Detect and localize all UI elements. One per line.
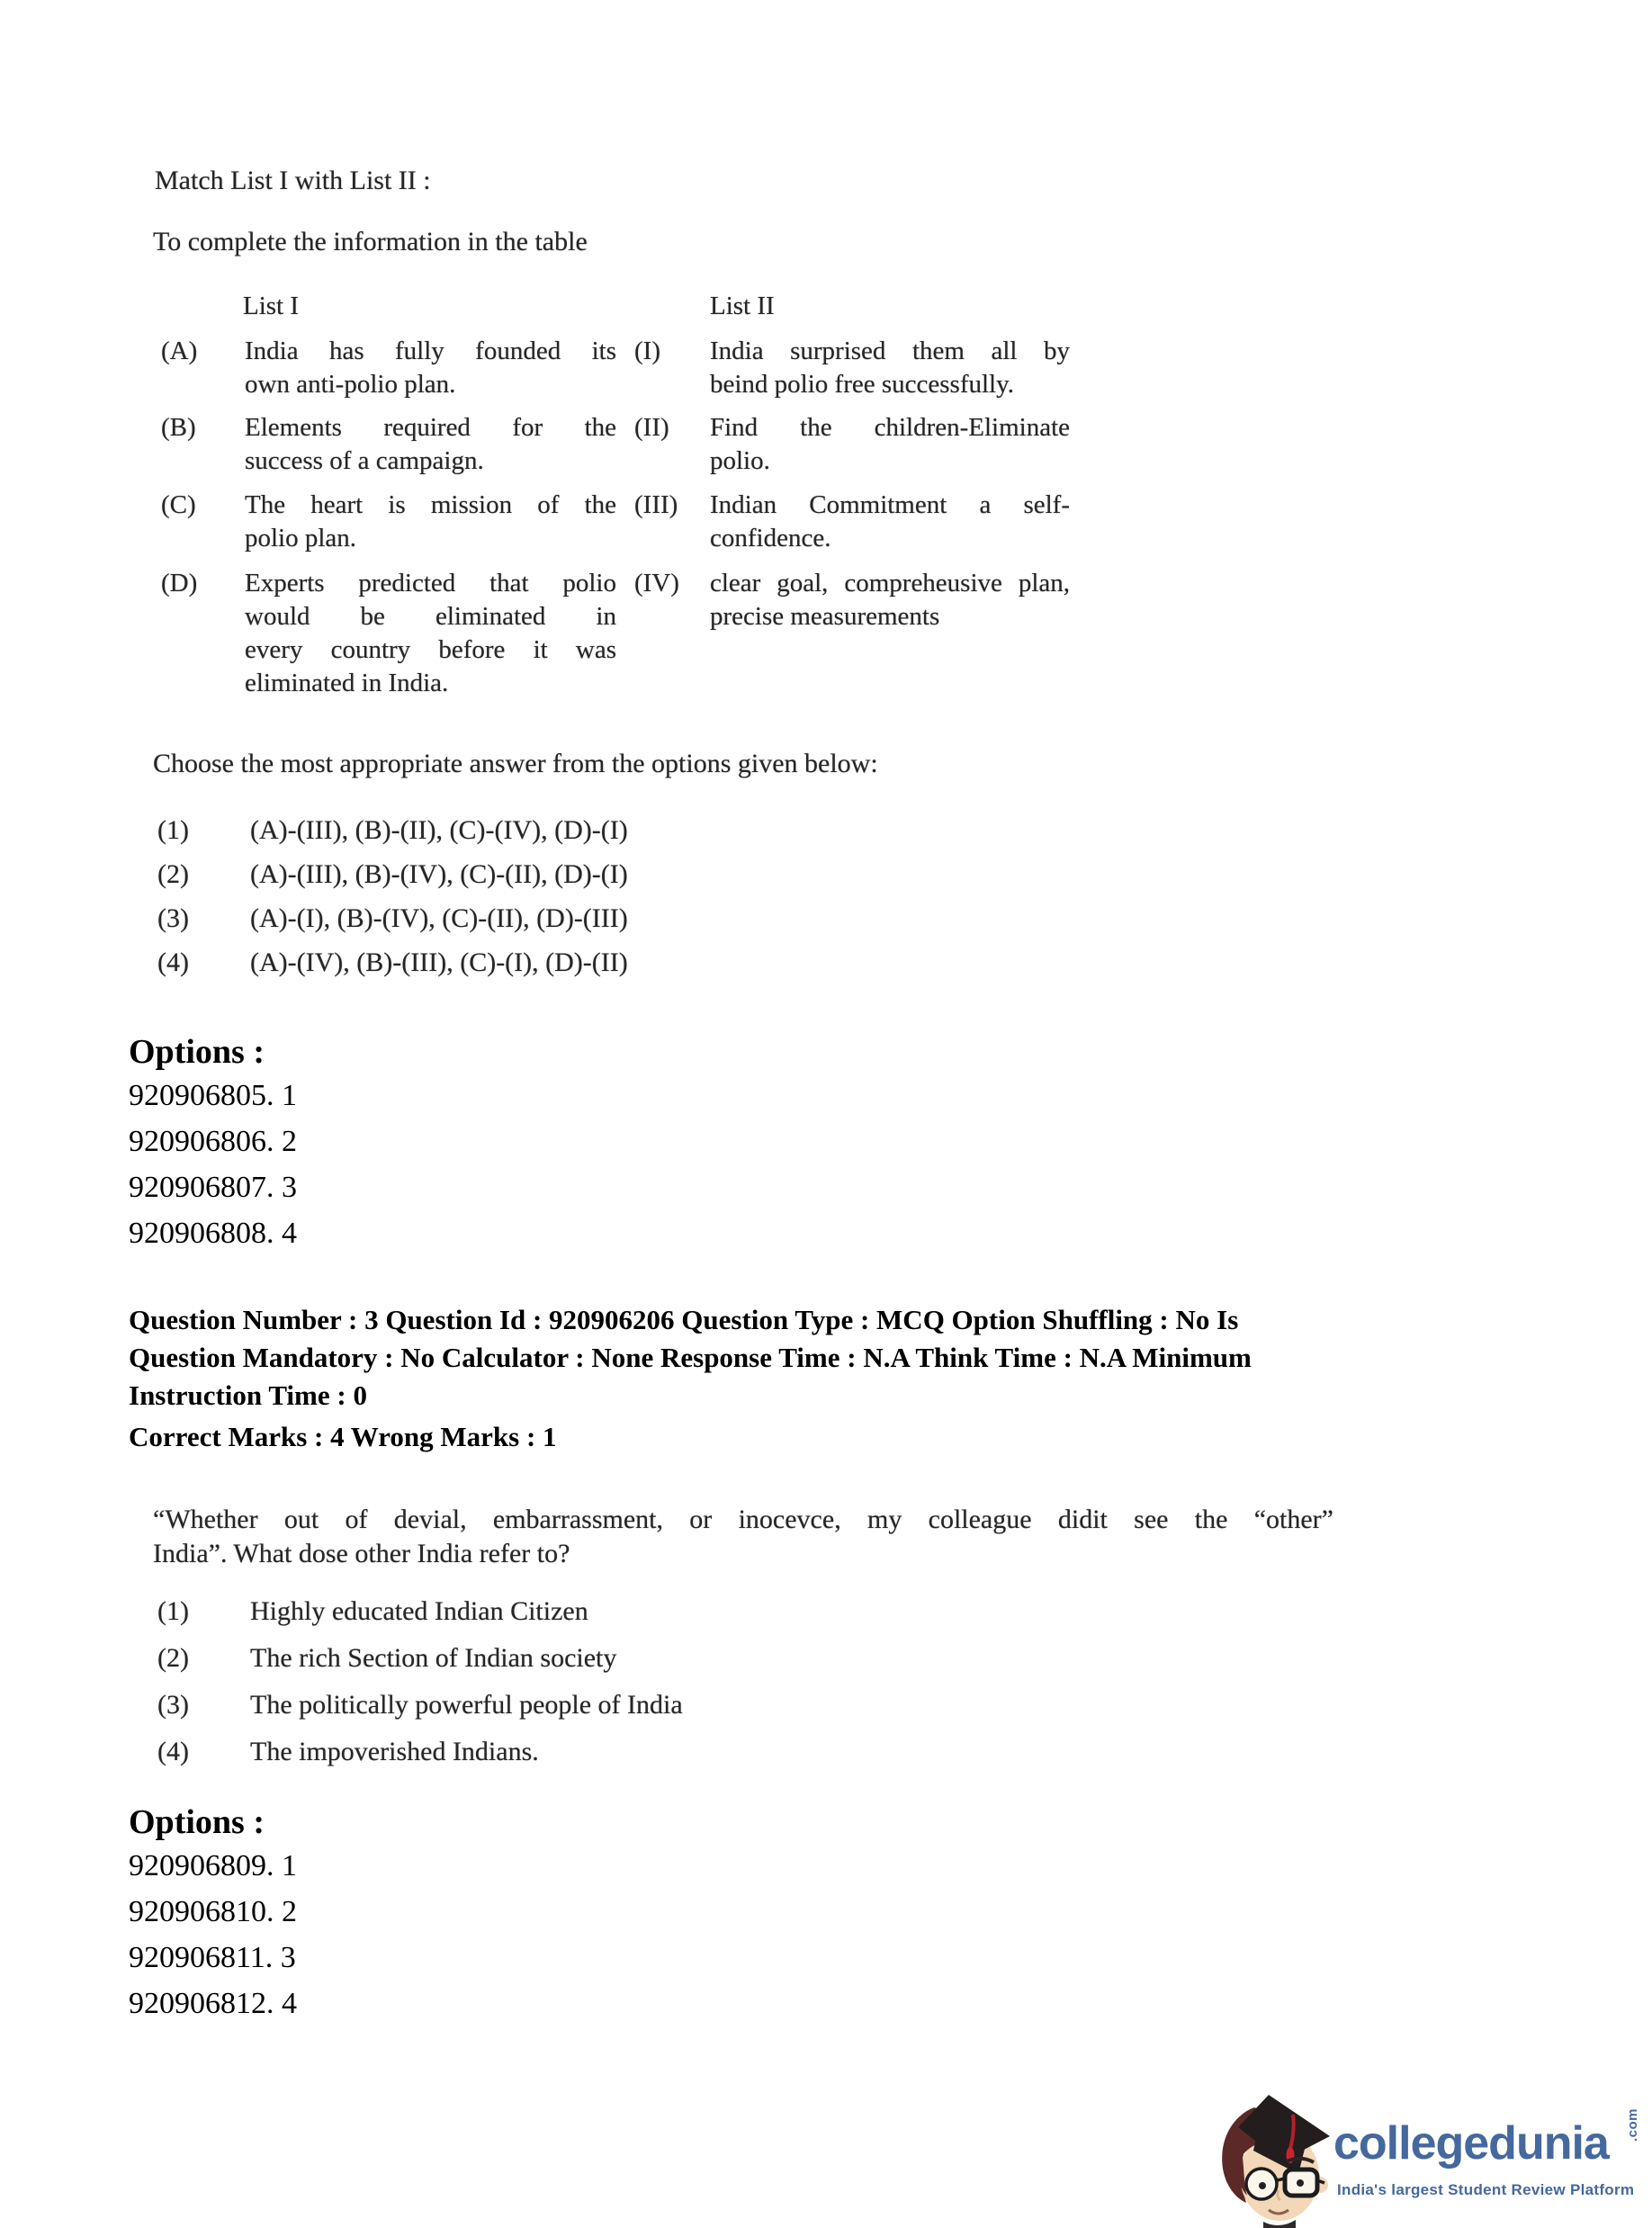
match-subheading: To complete the information in the table xyxy=(153,227,588,256)
q2-options-label: Options : xyxy=(129,1033,265,1071)
collegedunia-tagline: India's largest Student Review Platform xyxy=(1337,2181,1635,2198)
collegedunia-mascot-icon xyxy=(1213,2089,1335,2228)
text-line: beind polio free successfully. xyxy=(710,370,1014,399)
choice-text: (A)-(III), (B)-(IV), (C)-(II), (D)-(I) xyxy=(250,859,628,889)
choice-text: (A)-(IV), (B)-(III), (C)-(I), (D)-(II) xyxy=(250,948,628,977)
q3-options-label: Options : xyxy=(129,1803,265,1841)
option-id: 920906809. 1 xyxy=(129,1849,297,1882)
text-line: every country before it was xyxy=(245,635,616,664)
choice-number: (3) xyxy=(157,1690,189,1720)
text-line: India”. What dose other India refer to? xyxy=(153,1539,570,1568)
q3-option-ids xyxy=(129,1843,297,2026)
text-line: Experts predicted that polio xyxy=(245,569,616,597)
list1-header: List I xyxy=(243,292,300,320)
choice-number: (4) xyxy=(157,948,189,977)
choice-text: The impoverished Indians. xyxy=(250,1737,539,1766)
match-heading: Match List I with List II : xyxy=(155,166,431,195)
text-line: precise measurements xyxy=(710,602,940,631)
text-line: own anti-polio plan. xyxy=(245,370,456,399)
option-id: 920906808. 4 xyxy=(129,1217,297,1250)
option-id: 920906811. 3 xyxy=(129,1941,296,1974)
list1-item-label: (B) xyxy=(161,413,196,442)
choice-text: Highly educated Indian Citizen xyxy=(250,1596,588,1626)
list2-item-label: (III) xyxy=(634,490,678,519)
metadata-line: Question Number : 3 Question Id : 920906206 Question Type : MCQ Option Shuffling : No Is xyxy=(129,1304,1239,1335)
text-line: “Whether out of devial, embarrassment, or inocevce, my colleague didit see the “other” xyxy=(153,1505,1333,1534)
choice-number: (3) xyxy=(157,903,189,933)
text-line: eliminated in India. xyxy=(245,669,449,697)
choose-instruction: Choose the most appropriate answer from the options given below: xyxy=(153,749,878,778)
text-line: success of a campaign. xyxy=(245,446,484,475)
choice-number: (1) xyxy=(157,815,189,845)
choice-text: The rich Section of Indian society xyxy=(250,1643,617,1673)
q3-question-metadata xyxy=(129,1301,1252,1415)
option-id: 920906807. 3 xyxy=(129,1171,297,1204)
choice-number: (2) xyxy=(157,859,189,889)
q2-option-ids xyxy=(129,1073,297,1256)
choice-number: (1) xyxy=(157,1596,189,1626)
text-line: clear goal, compreheusive plan, xyxy=(710,569,1070,597)
list2-header: List II xyxy=(710,292,775,320)
text-line: The heart is mission of the xyxy=(245,490,616,519)
list2-item-label: (IV) xyxy=(634,569,679,597)
list2-item-label: (II) xyxy=(634,413,669,442)
option-id: 920906812. 4 xyxy=(129,1987,297,2020)
list1-item-label: (D) xyxy=(161,569,198,597)
list2-item-label: (I) xyxy=(634,337,660,365)
choice-number: (2) xyxy=(157,1643,189,1673)
choice-number: (4) xyxy=(157,1737,189,1766)
text-line: polio. xyxy=(710,446,770,475)
choice-text: (A)-(I), (B)-(IV), (C)-(II), (D)-(III) xyxy=(250,903,628,933)
collegedunia-tld: .com xyxy=(1625,2107,1640,2142)
option-id: 920906806. 2 xyxy=(129,1125,297,1158)
collegedunia-wordmark: collegedunia xyxy=(1333,2117,1609,2170)
option-id: 920906805. 1 xyxy=(129,1079,297,1112)
text-line: polio plan. xyxy=(245,524,357,553)
metadata-line: Question Mandatory : No Calculator : None Response Time : N.A Think Time : N.A Minimum xyxy=(129,1342,1252,1373)
collegedunia-logo xyxy=(1213,2089,1652,2228)
text-line: India has fully founded its xyxy=(245,337,616,365)
text-line: Indian Commitment a self- xyxy=(710,490,1070,519)
text-line: would be eliminated in xyxy=(245,602,616,631)
list1-item-label: (C) xyxy=(161,490,196,519)
text-line: Elements required for the xyxy=(245,413,616,442)
q3-marks-line: Correct Marks : 4 Wrong Marks : 1 xyxy=(129,1421,557,1452)
choice-text: The politically powerful people of India xyxy=(250,1690,683,1720)
text-line: Find the children-Eliminate xyxy=(710,413,1070,442)
list1-item-label: (A) xyxy=(161,337,198,365)
text-line: India surprised them all by xyxy=(710,337,1070,365)
choice-text: (A)-(III), (B)-(II), (C)-(IV), (D)-(I) xyxy=(250,815,628,845)
text-line: confidence. xyxy=(710,524,831,553)
metadata-line: Instruction Time : 0 xyxy=(129,1379,367,1411)
option-id: 920906810. 2 xyxy=(129,1895,297,1928)
